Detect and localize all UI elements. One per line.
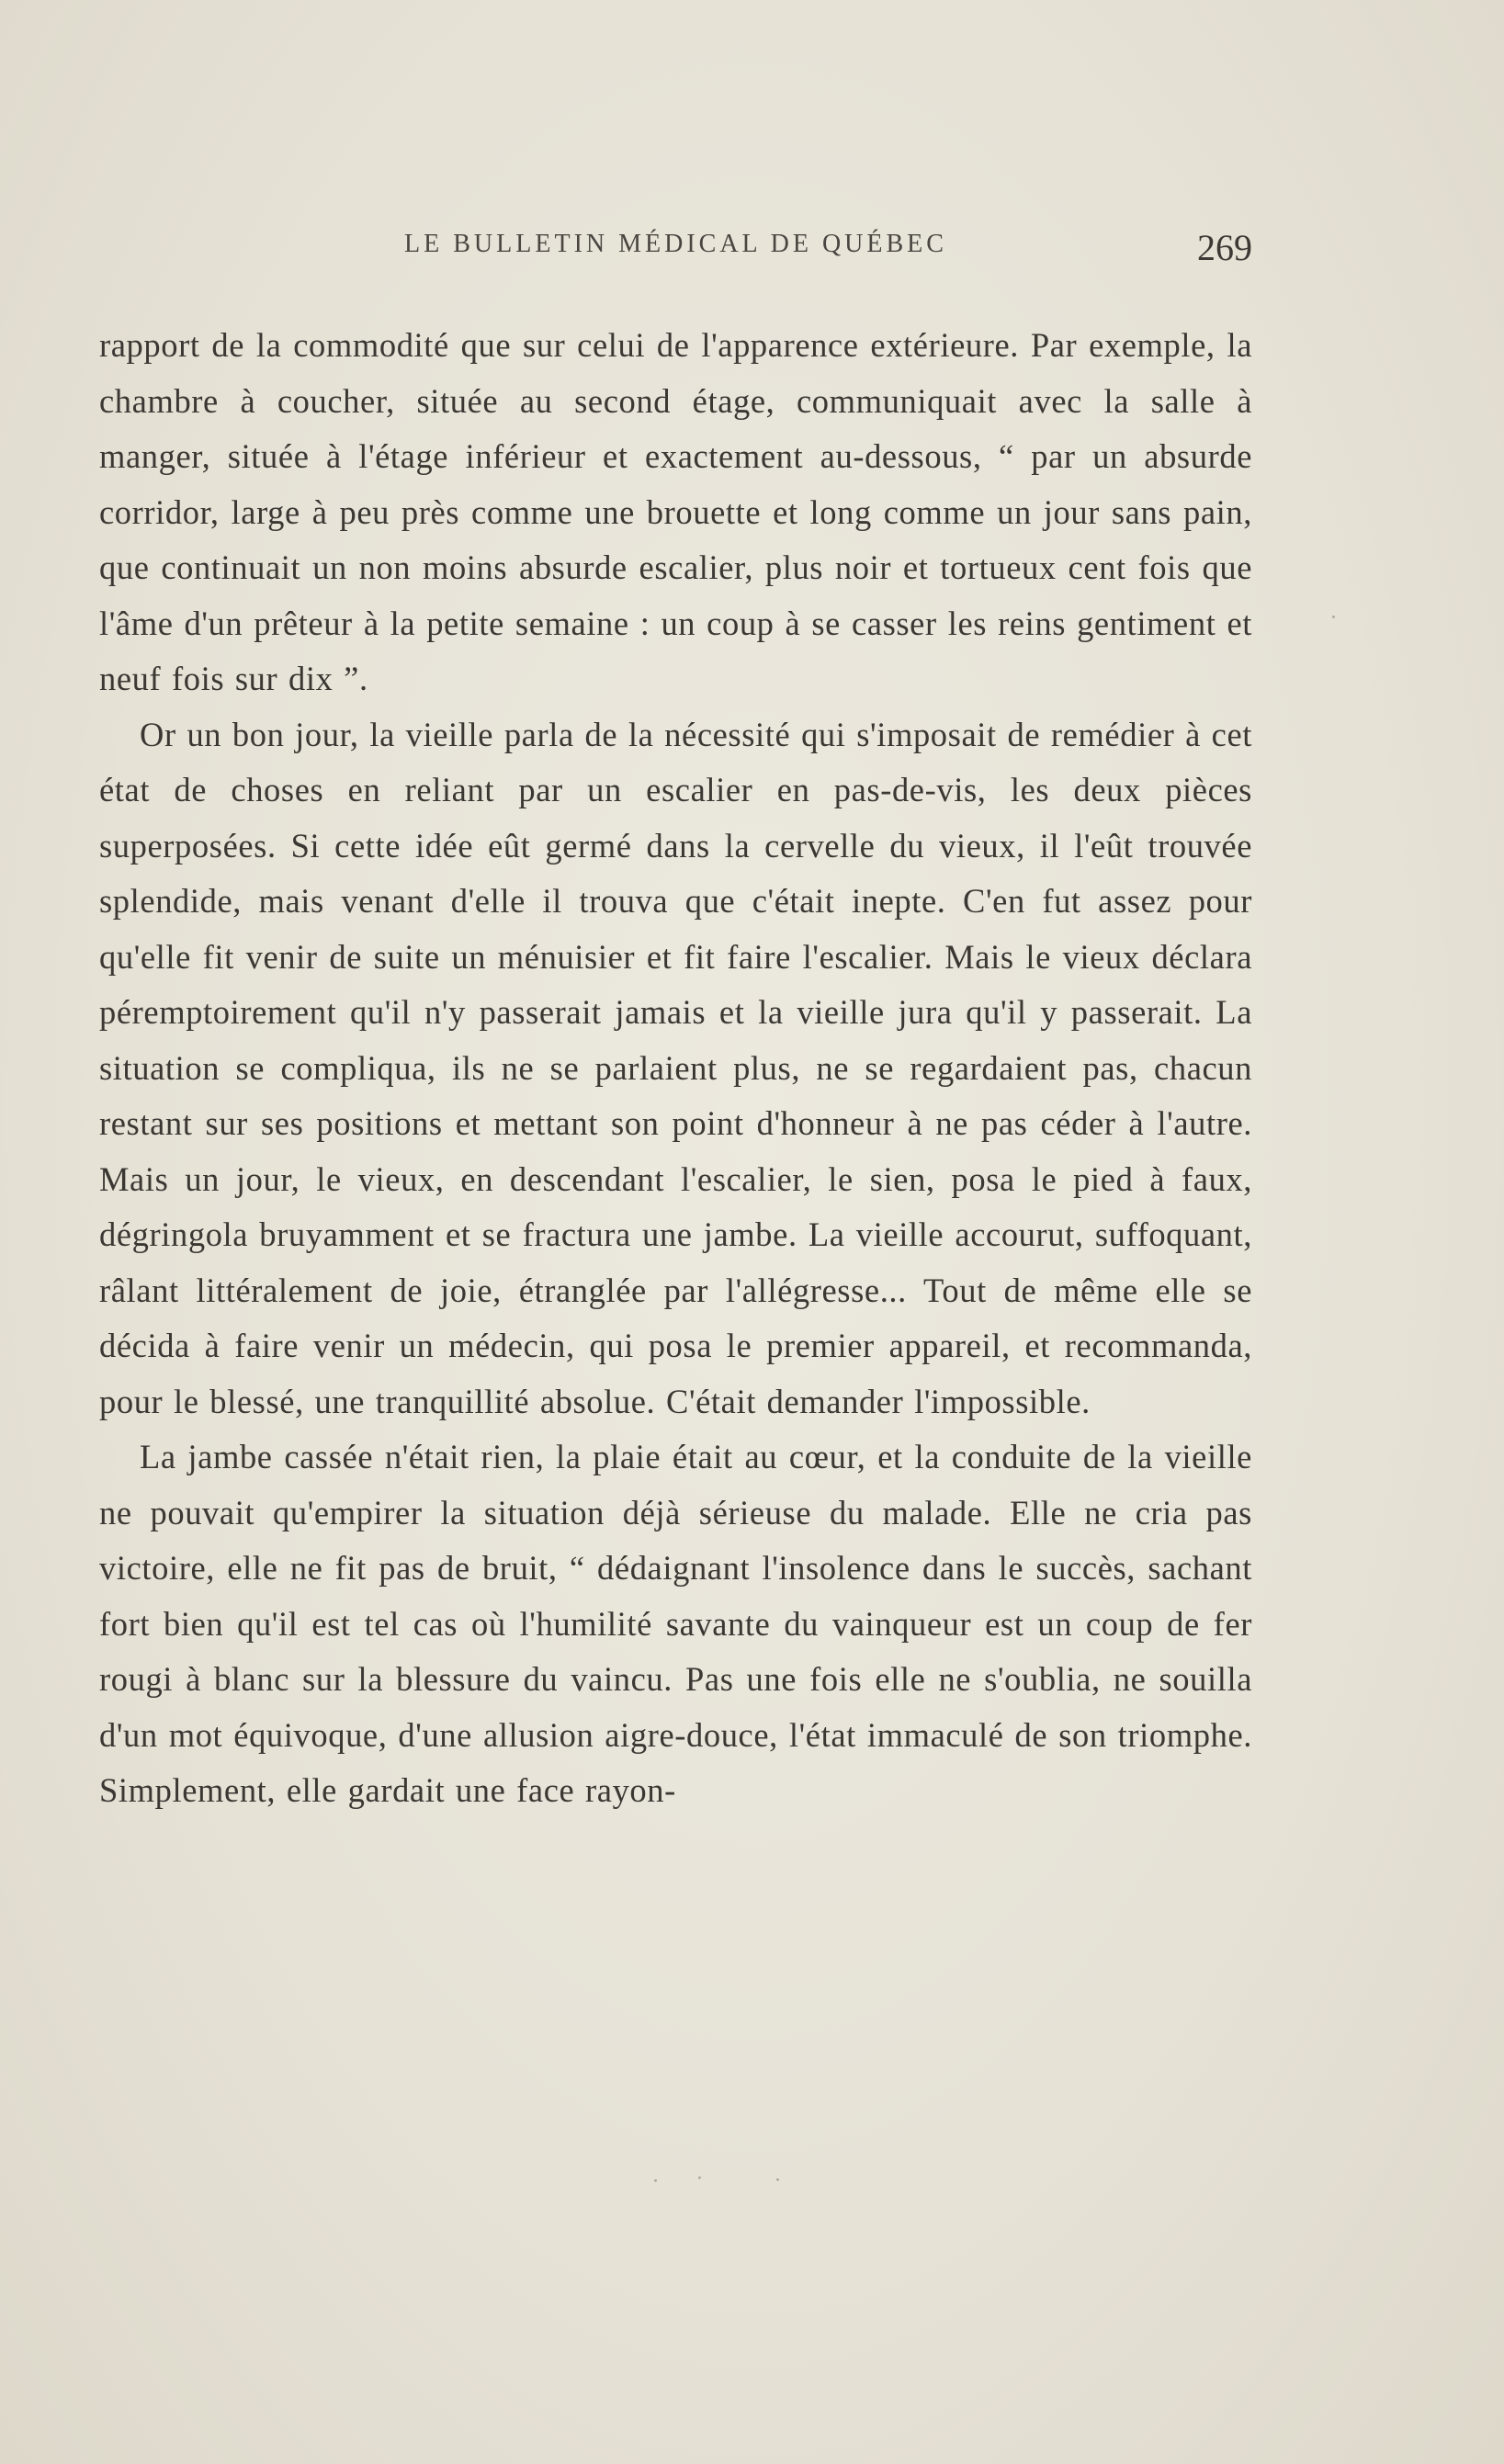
running-head bbox=[99, 227, 1252, 276]
paragraph-1: rapport de la commodité que sur celui de l'apparence extérieure. Par exemple, la chambre à coucher, située au second étage, communiquait avec la salle à manger, située à l'étage inférieur et exactement au-dessous, “ par un absurde corridor, large à peu près comme une brouette et long comme un jour sans pain, que continuait un non moins absurde escalier, plus noir et tortueux cent fois que l'âme d'un prêteur à la petite semaine : un coup à se casser les reins gentiment et neuf fois sur dix ”. bbox=[99, 326, 1252, 697]
scan-speck bbox=[654, 2179, 657, 2182]
body-text bbox=[99, 318, 1252, 1819]
page-number: 269 bbox=[1197, 227, 1252, 268]
running-title: LE BULLETIN MÉDICAL DE QUÉBEC bbox=[404, 230, 947, 258]
scan-speck bbox=[776, 2178, 779, 2181]
scan-speck bbox=[698, 2176, 701, 2179]
scan-speck bbox=[1332, 616, 1335, 618]
paragraph-2: Or un bon jour, la vieille parla de la nécessité qui s'imposait de remédier à cet état de choses en reliant par un escalier en pas-de-vis, les deux pièces superposées. Si cette idée eût germé dans la cervelle du vieux, il l'eût trouvée splendide, mais venant d'elle il trouva que c'était inepte. C'en fut assez pour qu'elle fit venir de suite un ménuisier et fit faire l'escalier. Mais le vieux déclara péremptoirement qu'il n'y passerait jamais et la vieille jura qu'il y passerait. La situation se compliqua, ils ne se parlaient plus, ne se regardaient pas, chacun restant sur ses positions et mettant son point d'honneur à ne pas céder à l'autre. Mais un jour, le vieux, en descendant l'escalier, le sien, posa le pied à faux, dégringola bruyamment et se fractura une jambe. La vieille accourut, suffoquant, râlant littéralement de joie, étranglée par l'allégresse... Tout de même elle se décida à faire venir un médecin, qui posa le premier appareil, et recommanda, pour le blessé, une tranquillité absolue. C'était demander l'impossible. bbox=[99, 715, 1252, 1420]
paragraph-3: La jambe cassée n'était rien, la plaie était au cœur, et la conduite de la vieille ne pouvait qu'empirer la situation déjà sérieuse du malade. Elle ne cria pas victoire, elle ne fit pas de bruit, “ dédaignant l'insolence dans le succès, sachant fort bien qu'il est tel cas où l'humilité savante du vainqueur est un coup de fer rougi à blanc sur la blessure du vaincu. Pas une fois elle ne s'oublia, ne souilla d'un mot équivoque, d'une allusion aigre-douce, l'état immaculé de son triomphe. Simplement, elle gardait une face rayon- bbox=[99, 1438, 1252, 1809]
